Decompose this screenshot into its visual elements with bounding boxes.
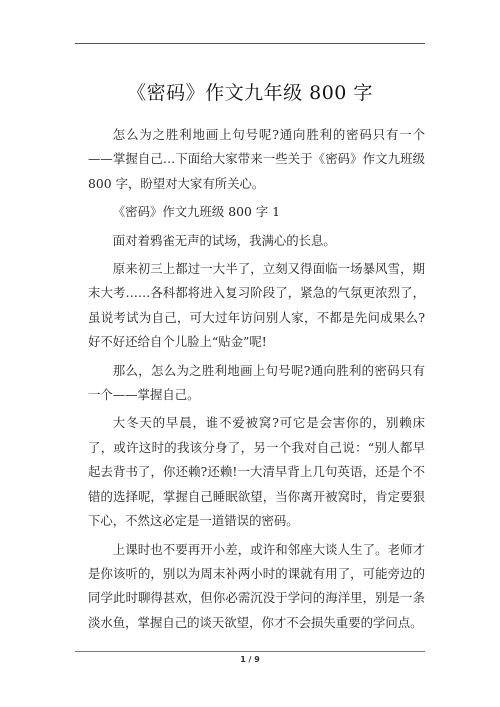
document-body xyxy=(88,123,425,639)
paragraph: 《密码》作文九班级 800 字 1 xyxy=(112,204,281,220)
header-rule xyxy=(75,43,425,44)
paragraph: 那么，怎么为之胜利地画上句号呢?通向胜利的密码只有一个——掌握自己。 xyxy=(88,362,425,403)
paragraph: 怎么为之胜利地画上句号呢?通向胜利的密码只有一个——掌握自己…下面给大家带来一些关于《密码》作文九班级 800 字，盼望对大家有所关心。 xyxy=(88,127,425,191)
page-number: 1 / 9 xyxy=(240,655,260,664)
document-title: 《密码》作文九年级 800 字 xyxy=(127,82,373,104)
paragraph: 原来初三上都过一大半了，立刻又得面临一场暴风雪，期末大考……各科都将进入复习阶段了，紧急的气氛更浓烈了，虽说考试为自己，可大过年访问别人家，不都是先问成果么?好不好还给自个儿脸上“贴金”呢! xyxy=(88,261,425,350)
paragraph: 面对着鸦雀无声的试场，我满心的长息。 xyxy=(112,232,336,248)
paragraph: 上课时也不要再开小差，或许和邻座大谈人生了。老师才是你该听的，别以为周末补两小时的课就有用了，可能旁边的同学此时聊得甚欢，但你必需沉没于学问的海洋里，别是一条淡水鱼，掌握自己的谈天欲望，你才不会损失重要的学问点。 xyxy=(88,541,425,630)
paragraph: 大冬天的早晨，谁不爱被窝?可它是会害你的，别赖床了，或许这时的我该分身了，另一个我对自己说：“别人都早起去背书了，你还赖?还赖!一大清早背上几句英语，还是个不错的选择呢，掌握自己睡眠欲望，当你离开被窝时，肯定要狠下心，不然这必定是一道错误的密码。 xyxy=(88,415,425,529)
footer-rule xyxy=(75,651,425,652)
